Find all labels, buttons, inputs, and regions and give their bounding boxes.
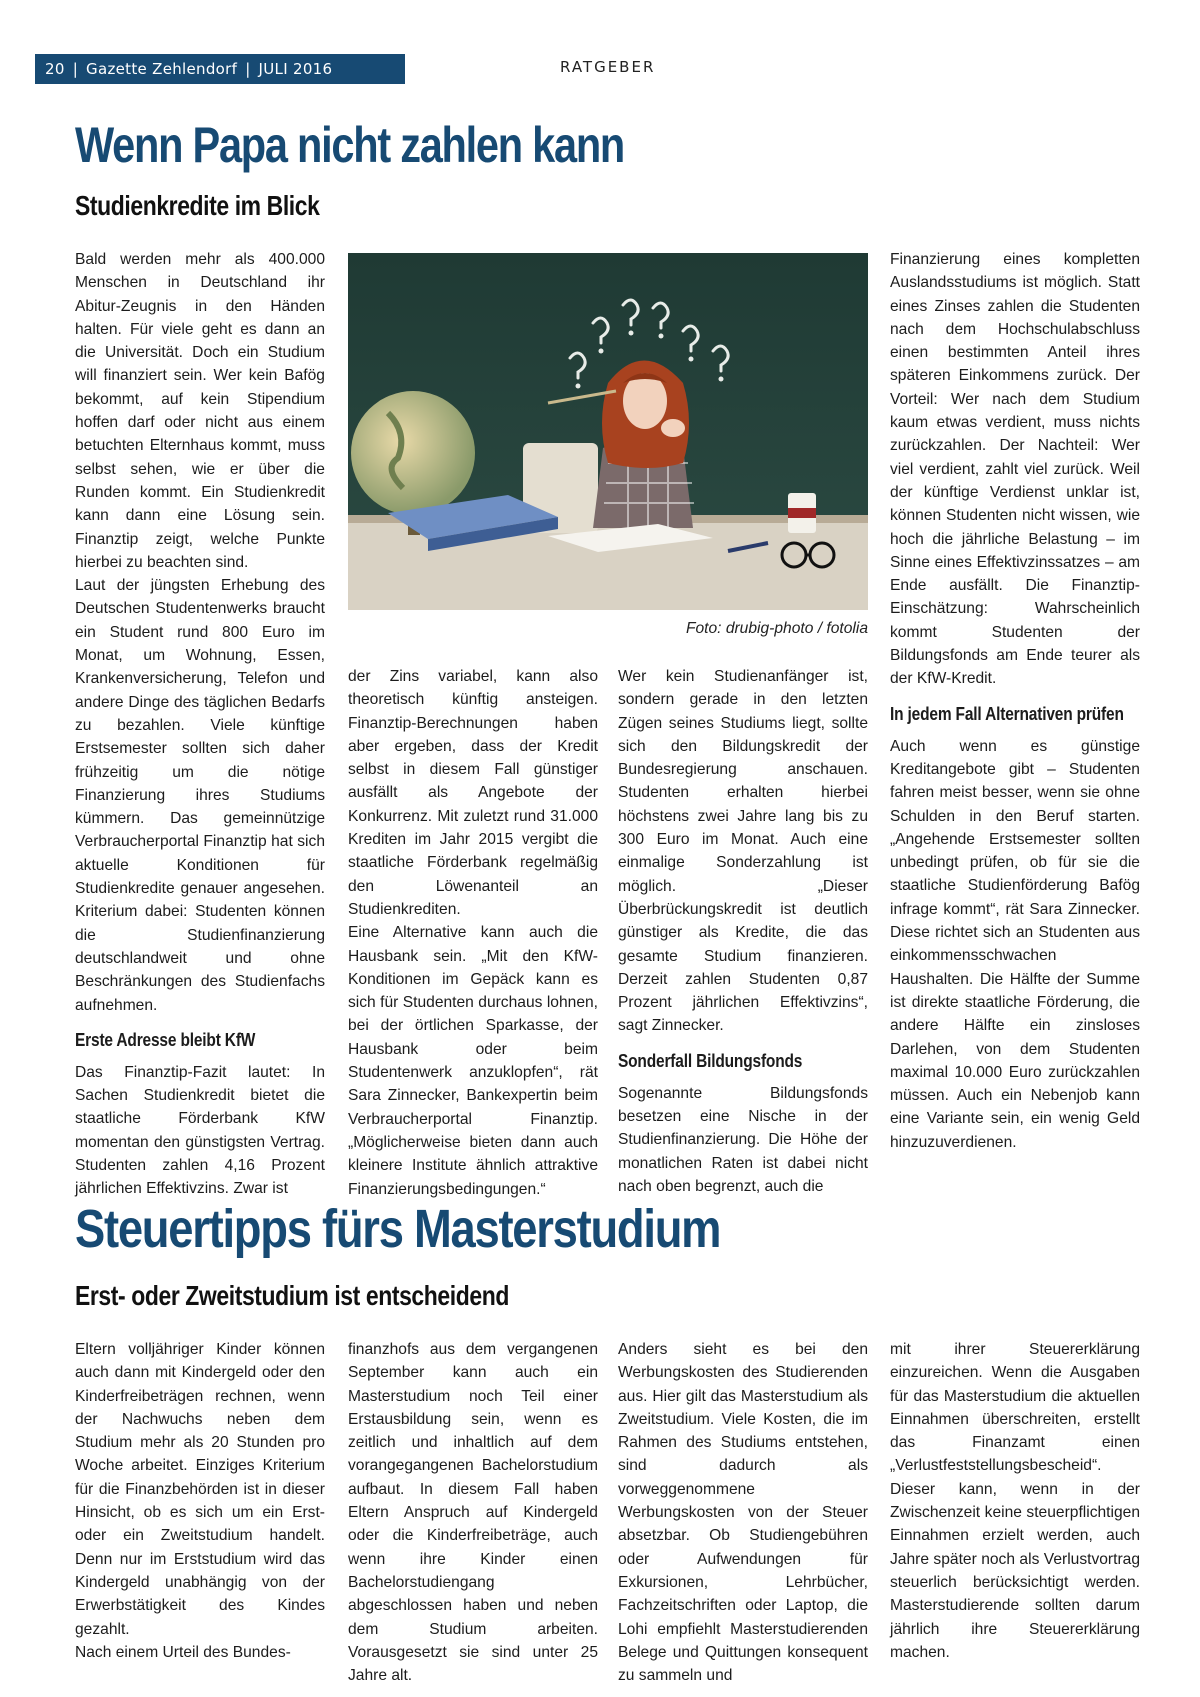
paragraph: Finanzierung eines kompletten Auslandsstudiums ist möglich. Statt eines Zinses zahlen die Studenten nach dem Hochschulabschluss einen bestimmten Anteil ihres späteren Einkommens zurück. Der Vorteil: Wer nach dem Studium kaum etwas verdient, muss nichts zurückzahlen. Der Nachteil: Wer viel verdient, zahlt viel zurück. Weil der künftige Verdienst unklar ist, können Studenten nicht wissen, wie hoch die jährliche Belastung – im Sinne eines Effektivzinssatzes – am Ende ausfällt. Die Finanztip-Einschätzung: Wahrscheinlich kommt Studenten der Bildungsfonds am Ende teurer als der KfW-Kredit. [890, 251, 1140, 688]
paragraph: finanzhofs aus dem vergangenen September kann auch ein Masterstudium noch Teil einer Erstausbildung sein, wenn es zeitlich und inhaltlich auf dem vorangegangenen Bachelorstudium aufbaut. In diesem Fall haben Eltern Anspruch auf Kindergeld oder die Kinderfreibeträge, auch wenn ihre Kinder einen Bachelorstudiengang abgeschlossen haben und neben dem Studium arbeiten. Vorausgesetzt sie sind unter 25 Jahre alt. [348, 1341, 598, 1685]
paragraph: Auch wenn es günstige Kreditangebote gibt – Studenten fahren meist besser, wenn sie ohne Schulden in den Beruf starten. „Angehende Erstsemester sollten unbedingt prüfen, ob für sie die staatliche Studienförderung Bafög infrage kommt“, rät Sara Zinnecker. Diese richtet sich an Studenten aus einkommensschwachen Haushalten. Die Hälfte der Summe ist direkte staatliche Förderung, die andere Hälfte ein zinsloses Darlehen, von dem Studenten maximal 10.000 Euro zurückzahlen müssen. Auch ein Nebenjob kann eine Variante sein, ein wenig Geld hinzuzuverdienen. [890, 737, 1140, 1151]
article-1-title: Wenn Papa nicht zahlen kann [75, 117, 625, 173]
section-heading: In jedem Fall Alternativen prüfen [890, 703, 1124, 724]
section-heading: Sonderfall Bildungsfonds [618, 1050, 803, 1071]
page-number: 20 [45, 60, 65, 78]
paragraph: Wer kein Studienanfänger ist, sondern gerade in den letzten Zügen seines Studiums liegt, sollte sich den Bildungskredit der Bundesregierung anschauen. Studenten erhalten hierbei höchstens zwei Jahre lang bis zu 300 Euro im Monat. Auch eine einmalige Sonderzahlung ist möglich. „Dieser Überbrückungskredit ist deutlich günstiger als Kredite, die das gesamte Studium finanzieren. Derzeit zahlen Studenten 0,87 Prozent jährlichen Effektivzins“, sagt Zinnecker. [618, 668, 868, 1035]
article-1-column-3 [618, 665, 868, 1198]
article-2-column-4 [890, 1338, 1140, 1664]
article-2-column-2 [348, 1338, 598, 1687]
issue-date: JULI 2016 [258, 60, 333, 78]
article-1-column-2 [348, 665, 598, 1201]
article-2-subtitle: Erst- oder Zweitstudium ist entscheidend [75, 1280, 509, 1311]
article-1-subtitle: Studienkredite im Blick [75, 190, 320, 221]
paragraph: der Zins variabel, kann also theoretisch künftig ansteigen. Finanztip-Berechnungen haben aber ergeben, dass der Kredit selbst in diesem Fall günstiger ausfällt als Angebote der Konkurrenz. Mit zuletzt rund 31.000 Krediten im Jahr 2015 vergibt die staatliche Förderbank regelmäßig den Löwenanteil an Studienkrediten. [348, 668, 598, 918]
paragraph: mit ihrer Steuererklärung einzureichen. Wenn die Ausgaben für das Masterstudium die aktuellen Einnahmen überschreiten, erstellt das Finanzamt einen „Verlustfeststellungsbescheid“. Dieser kann, wenn in der Zwischenzeit keine steuerpflichtigen Einnahmen erzielt werden, auch Jahre später noch als Verlustvortrag steuerlich berücksichtigt werden. Masterstudierende sollten darum jährlich ihre Steuererklärung machen. [890, 1341, 1140, 1661]
section-heading: Erste Adresse bleibt KfW [75, 1029, 256, 1050]
paragraph: Eine Alternative kann auch die Hausbank sein. „Mit den KfW-Konditionen im Gepäck kann es sich für Studenten durchaus lohnen, bei der örtlichen Sparkasse, der Hausbank oder beim Studentenwerk anzuklopfen“, rät Sara Zinnecker, Bankexpertin beim Verbraucherportal Finanztip. „Möglicherweise bieten dann auch kleinere Institute ähnlich attraktive Finanzierungsbedingungen.“ [348, 924, 598, 1198]
paragraph: Bald werden mehr als 400.000 Menschen in Deutschland ihr Abitur-Zeugnis in den Händen halten. Für viele geht es dann an die Universität. Doch ein Studium will finanziert sein. Wer kein Bafög bekommt, auf kein Stipendium hoffen darf oder nicht aus einem betuchten Elternhaus kommt, muss selbst sehen, wie er über die Runden kommt. Ein Studienkredit kann dann eine Lösung sein. Finanztip zeigt, welche Punkte hierbei zu beachten sind. [75, 251, 325, 571]
article-2-column-3 [618, 1338, 868, 1687]
article-photo [348, 253, 868, 610]
header-separator: | [72, 60, 79, 78]
header-separator: | [245, 60, 251, 78]
article-1-column-1 [75, 248, 325, 1201]
paragraph: Sogenannte Bildungsfonds besetzen eine Nische in der Studienfinanzierung. Die Höhe der monatlichen Raten ist dabei nicht nach oben begrenzt, auch die [618, 1084, 868, 1195]
publication-name: Gazette Zehlendorf [86, 60, 238, 78]
section-label: RATGEBER [560, 58, 656, 76]
page-header-bar [35, 54, 405, 84]
paragraph: Laut der jüngsten Erhebung des Deutschen Studentenwerks braucht ein Student rund 800 Euro im Monat, um Wohnung, Essen, Krankenversicherung, Telefon und andere Dinge des täglichen Bedarfs zu bezahlen. Viele künftige Erstsemester sollten sich daher frühzeitig um die nötige Finanzierung ihres Studiums kümmern. Das gemeinnützige Verbraucherportal Finanztip hat sich aktuelle Konditionen für Studienkredite genauer angesehen. Kriterium dabei: Studenten können die Studienfinanzierung deutschlandweit und ohne Beschränkungen des Studienfachs aufnehmen. [75, 577, 325, 1014]
paragraph: Eltern volljähriger Kinder können auch dann mit Kindergeld oder den Kinderfreibeträgen rechnen, wenn der Nachwuchs neben dem Studium mehr als 20 Stunden pro Woche arbeitet. Einziges Kriterium für die Finanzbehörden ist in dieser Hinsicht, ob es sich um ein Erst- oder ein Zweitstudium handelt. Denn nur im Erststudium wird das Kindergeld unabhängig von der Erwerbstätigkeit des Kindes gezahlt. [75, 1341, 325, 1638]
student-thinking-illustration [348, 253, 868, 610]
paragraph: Das Finanztip-Fazit lautet: In Sachen Studienkredit bietet die staatliche Förderbank KfW momentan den günstigsten Vertrag. Studenten zahlen 4,16 Prozent jährlichen Effektivzins. Zwar ist [75, 1063, 325, 1198]
article-2-title: Steuertipps fürs Masterstudium [75, 1199, 721, 1259]
article-1-column-4 [890, 248, 1140, 1154]
paragraph: Anders sieht es bei den Werbungskosten des Studierenden aus. Hier gilt das Masterstudium als Zweitstudium. Viele Kosten, die im Rahmen des Studiums entstehen, sind dadurch als vorweggenommene Werbungskosten von der Steuer absetzbar. Ob Studiengebühren oder Aufwendungen für Exkursionen, Lehrbücher, Fachzeitschriften oder Laptop, die Lohi empfiehlt Masterstudierenden Belege und Quittungen konsequent zu sammeln und [618, 1341, 868, 1685]
photo-credit: Foto: drubig-photo / fotolia [685, 620, 868, 637]
paragraph: Nach einem Urteil des Bundes- [75, 1643, 291, 1661]
article-2-column-1 [75, 1338, 325, 1664]
